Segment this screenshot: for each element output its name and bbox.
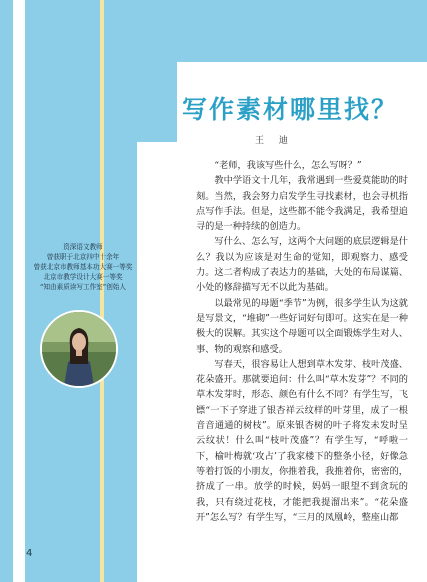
author-photo-illustration — [42, 312, 116, 386]
article-paragraph: 写春天，很容易让人想到草木发芽、枝叶茂盛、花朵盛开。那就要追问：什么叫“草木发芽”？不同的草木发芽时，形态、颜色有什么不同？有学生写，飞镖“一下子穿进了银杏祥云纹样的叶芽里，成了一根音音通通的树枝”。原来银杏树的叶子将发未发时呈云纹状！什么叫“枝叶茂盛”？有学生写，“呼啦一下，榆叶梅就‘攻占’了我家楼下的整条小径，好像急等着打饭的小朋友，你推着我，我推着你，密密的，挤成了一串。放学的时候，妈妈一眼望不到贪玩的我，只有绕过花枝，才能把我提溜出来”。“花朵盛开”怎么写？有学生写，“三月的凤凰岭，整座山都 — [196, 358, 408, 523]
author-bio — [18, 242, 148, 292]
author-photo — [40, 310, 118, 388]
article-paragraph: 以最常见的母题“季节”为例，很多学生认为这就是写景文，“堆砌”一些好词好句即可。这实在是一种极大的误解。其实这个母题可以全面锻炼学生对人、事、物的观察和感受。 — [196, 297, 408, 355]
article-title: 写作素材哪里找？ — [181, 95, 398, 124]
article-body — [196, 158, 408, 525]
page-number: 4 — [26, 548, 33, 559]
top-blue-block — [137, 0, 427, 62]
article-paragraph: 教中学语文十几年，我常遇到一些爱莫能助的时刻。当然，我会努力启发学生寻找素材，也会寻机指点写作手法。但是，这些都不能令我满足，我希望追寻的是一种持续的创造力。 — [196, 175, 408, 233]
bio-line: 曾获北京市教师基本功大赛一等奖 — [33, 263, 133, 271]
bio-line: 曾获职于北京四中十余年 — [46, 253, 120, 261]
bio-line: “知由素质读写工作室”创始人 — [40, 283, 126, 291]
article-paragraph: 写什么、怎么写，这两个大问题的底层逻辑是什么？我以为应该是对生命的觉知，即观察力、感受力。这二者构成了表达力的基础，大处的布局谋篇、小处的修辞描写无不以此为基础。 — [196, 236, 408, 294]
article-author: 王 迪 — [255, 136, 294, 146]
bio-line: 资深语文教师 — [63, 243, 103, 251]
article-paragraph: “老师，我该写些什么，怎么写呀？” — [214, 160, 362, 171]
bio-line: 北京市教学设计大赛一等奖 — [43, 273, 123, 281]
